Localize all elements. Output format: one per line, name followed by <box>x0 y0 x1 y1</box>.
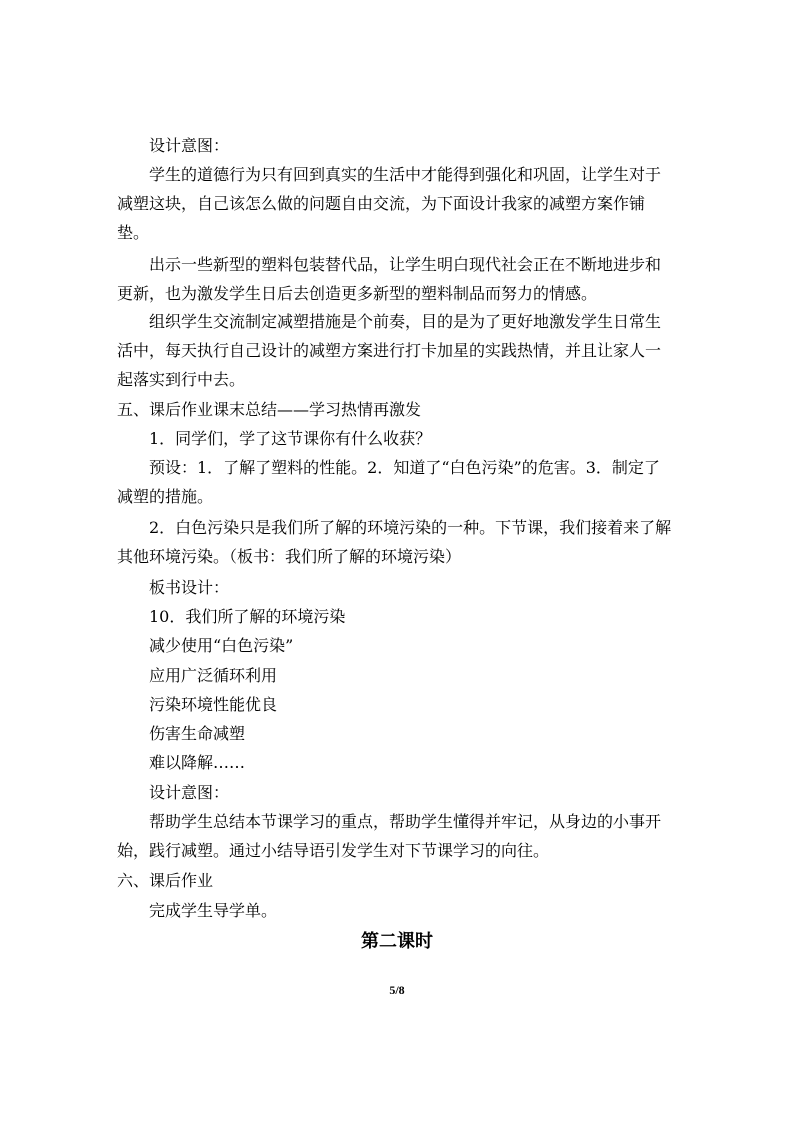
paragraph-line: 预设：1．了解了塑料的性能。2．知道了“白色污染”的危害。3．制定了 <box>149 458 660 477</box>
board-line: 10．我们所了解的环境污染 <box>149 607 346 626</box>
board-line: 应用广泛循环利用 <box>149 666 278 685</box>
paragraph-line: 完成学生导学单。 <box>149 901 278 920</box>
board-design-heading: 板书设计： <box>149 578 230 597</box>
section-heading: 五、课后作业课末总结——学习热情再激发 <box>117 400 422 419</box>
paragraph-line: 垫。 <box>117 223 150 242</box>
section-title: 第二课时 <box>361 931 433 952</box>
paragraph-line: 帮助学生总结本节课学习的重点，帮助学生懂得并牢记，从身边的小事开 <box>149 812 662 831</box>
paragraph-line: 其他环境污染。（板书：我们所了解的环境污染） <box>117 547 462 566</box>
paragraph-line: 出示一些新型的塑料包装替代品，让学生明白现代社会正在不断地进步和 <box>149 255 662 274</box>
paragraph-line: 更新，也为激发学生日后去创造更多新型的塑料制品而努力的情感。 <box>117 284 598 303</box>
paragraph-line: 减塑的措施。 <box>117 487 214 506</box>
paragraph-line: 2．白色污染只是我们所了解的环境污染的一种。下节课，我们接着来了解 <box>149 518 672 537</box>
paragraph-line: 减塑这块，自己该怎么做的问题自由交流，为下面设计我家的减塑方案作铺 <box>117 194 646 213</box>
board-line: 伤害生命减塑 <box>149 724 246 743</box>
paragraph-line: 活中，每天执行自己设计的减塑方案进行打卡加星的实践热情，并且让家人一 <box>117 341 662 360</box>
paragraph-line: 组织学生交流制定减塑措施是个前奏，目的是为了更好地激发学生日常生 <box>149 312 662 331</box>
paragraph-line: 学生的道德行为只有回到真实的生活中才能得到强化和巩固，让学生对于 <box>149 165 662 184</box>
page-number: 5/8 <box>389 983 405 997</box>
board-line: 污染环境性能优良 <box>149 695 278 714</box>
board-line: 减少使用“白色污染” <box>149 636 294 655</box>
design-intent-heading: 设计意图： <box>149 136 230 155</box>
section-heading: 六、课后作业 <box>117 871 214 890</box>
board-line: 难以降解…… <box>149 753 246 772</box>
paragraph-line: 起落实到行中去。 <box>117 370 246 389</box>
design-intent-heading: 设计意图： <box>149 783 230 802</box>
paragraph-line: 始，践行减塑。通过小结导语引发学生对下节课学习的向往。 <box>117 841 550 860</box>
paragraph-line: 1．同学们，学了这节课你有什么收获？ <box>149 429 432 448</box>
